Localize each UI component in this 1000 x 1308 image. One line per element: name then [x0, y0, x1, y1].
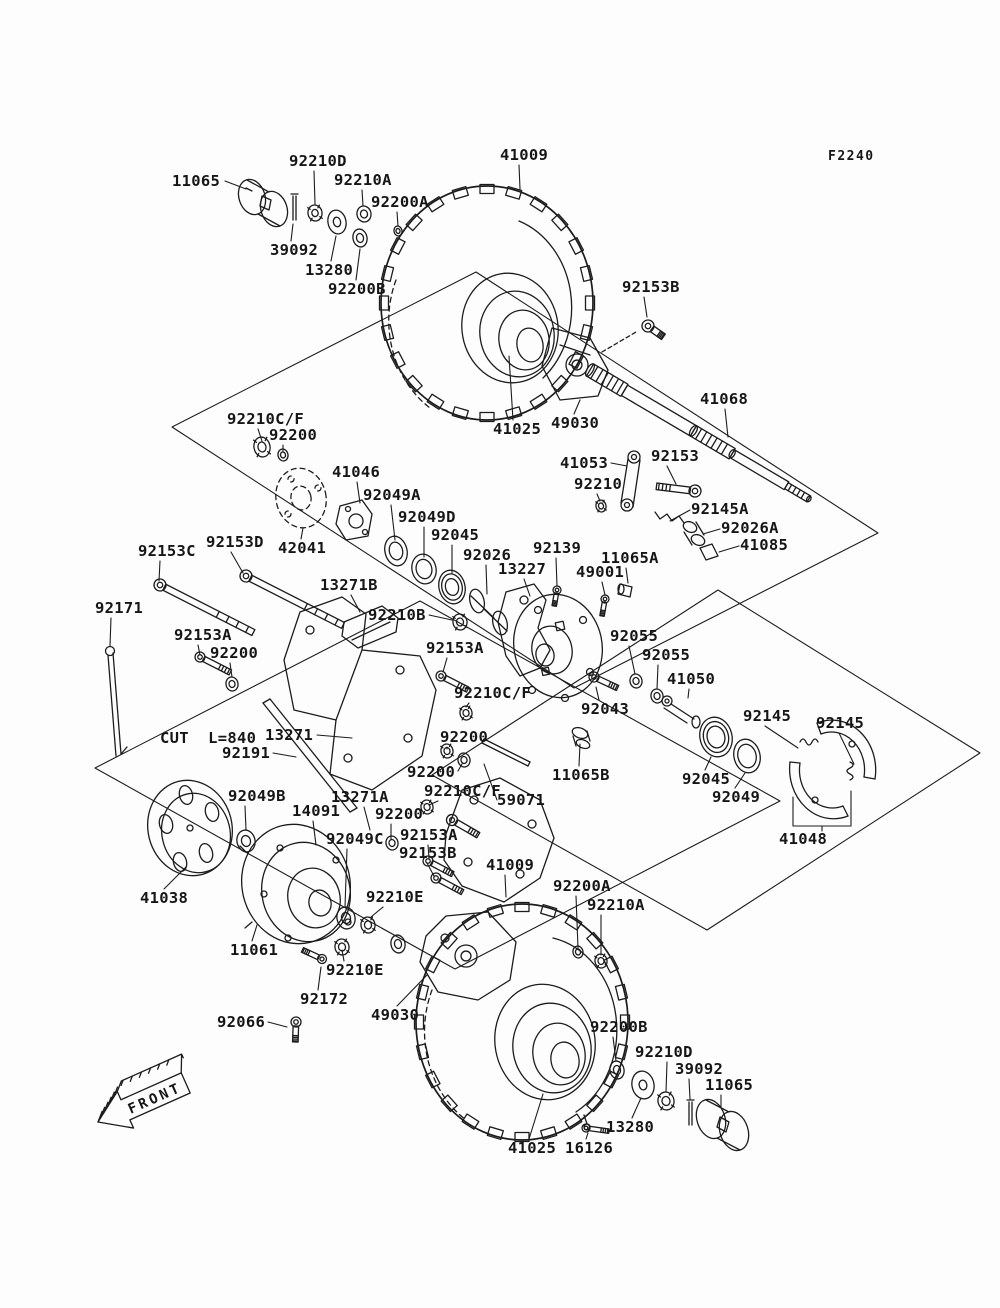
part-label-41038: 41038 [140, 889, 189, 907]
leader-line-92153-a [667, 466, 676, 484]
leader-line-92210d-a [314, 171, 315, 204]
part-label-13280-a: 13280 [305, 261, 354, 279]
leader-line-11065b [579, 744, 580, 766]
part-label-13227: 13227 [498, 560, 547, 578]
leader-line-49030-b [397, 975, 427, 1006]
part-label-92153a-c: 92153A [400, 826, 458, 844]
leader-line-92210e-a [371, 907, 383, 917]
part-label-13271: 13271 [265, 726, 314, 744]
leader-line-92200b-a [356, 249, 360, 280]
leader-line-92145-b [839, 733, 854, 764]
tire-treads [380, 185, 630, 1142]
leader-line-39092-a [291, 224, 293, 241]
front-arrow-label: FRONT [125, 1079, 185, 1118]
leader-line-42041 [301, 528, 303, 539]
leader-line-92153d [231, 552, 243, 573]
part-label-16126: 16126 [565, 1139, 614, 1157]
leader-line-49001 [602, 582, 605, 595]
part-label-92210a-a: 92210A [334, 171, 392, 189]
brake-shoe-assembly [790, 720, 876, 819]
leader-line-13280-a [331, 236, 336, 261]
spring-icon [655, 512, 684, 523]
leader-line-92153a-a [198, 645, 200, 655]
leader-line-13271b [351, 595, 360, 612]
leader-line-92153b-a [644, 297, 647, 317]
part-label-92045-b: 92045 [682, 770, 731, 788]
part-label-59071: 59071 [497, 791, 546, 809]
leader-line-92049a [391, 505, 395, 540]
small-rods [106, 194, 695, 1125]
part-label-cut-note: CUT L=840 [160, 729, 257, 747]
part-label-13271b: 13271B [320, 576, 378, 594]
part-label-92049b: 92049B [228, 787, 286, 805]
part-label-49001: 49001 [576, 563, 625, 581]
part-label-92200a-a: 92200A [371, 193, 429, 211]
leader-line-13227 [524, 579, 530, 596]
part-label-41053: 41053 [560, 454, 609, 472]
leader-line-92200a-a [397, 212, 398, 226]
leader-line-92171 [110, 618, 111, 646]
part-label-92200-a: 92200 [269, 426, 318, 444]
part-label-41025-a: 41025 [493, 420, 542, 438]
leader-line-41009-b [505, 875, 506, 897]
part-label-14091: 14091 [292, 802, 341, 820]
part-label-41009-a: 41009 [500, 146, 549, 164]
leader-line-92210cf-a [258, 429, 262, 441]
part-label-92049a: 92049A [363, 486, 421, 504]
leader-line-92153c [159, 561, 160, 581]
part-label-41085: 41085 [740, 536, 789, 554]
part-label-42041: 42041 [278, 539, 327, 557]
leader-line-41053 [611, 463, 627, 466]
part-label-92145-b: 92145 [816, 714, 865, 732]
leader-line-13280-b [632, 1098, 641, 1118]
part-label-92210a-b: 92210A [587, 896, 645, 914]
leader-line-11065a [626, 568, 628, 583]
part-label-92153c: 92153C [138, 542, 196, 560]
part-label-49030-a: 49030 [551, 414, 600, 432]
part-label-92200-c: 92200 [440, 728, 489, 746]
part-label-92210e-a: 92210E [366, 888, 424, 906]
return-spring-icon [800, 739, 818, 745]
leader-line-41046 [357, 482, 360, 503]
part-label-92210cf-b: 92210C/F [454, 684, 532, 702]
leader-line-39092-b [689, 1079, 690, 1099]
part-label-92200-d: 92200 [407, 763, 456, 781]
leader-line-92026 [486, 565, 487, 594]
leader-line-92045-b [705, 757, 711, 770]
leader-line-92055-b [657, 665, 658, 689]
leader-line-92049c [345, 849, 347, 907]
hub-cap-top [234, 176, 292, 230]
part-label-92171: 92171 [95, 599, 144, 617]
part-label-92153b-b: 92153B [399, 844, 457, 862]
spindle-joint [336, 500, 372, 540]
part-label-41025-b: 41025 [508, 1139, 557, 1157]
part-label-92139: 92139 [533, 539, 582, 557]
part-label-92200b-a: 92200B [328, 280, 386, 298]
part-label-11065a: 11065A [601, 549, 659, 567]
part-label-11065-b: 11065 [705, 1076, 754, 1094]
part-label-39092-a: 39092 [270, 241, 319, 259]
part-label-92191: 92191 [222, 744, 271, 762]
part-label-92200a-b: 92200A [553, 877, 611, 895]
part-label-11065b: 11065B [552, 766, 610, 784]
part-label-92049-a: 92049 [712, 788, 761, 806]
figure-code: F2240 [828, 149, 875, 164]
return-spring-icon [847, 762, 853, 780]
leader-line-92043 [596, 687, 599, 700]
reference-planes [95, 272, 980, 969]
part-label-92055-a: 92055 [610, 627, 659, 645]
leader-line-13271a [364, 807, 370, 830]
part-label-92153a-b: 92153A [426, 639, 484, 657]
leader-line-92172 [318, 967, 321, 990]
part-label-13271a: 13271A [331, 788, 389, 806]
part-label-92043: 92043 [581, 700, 630, 718]
leader-line-41009-a [519, 165, 520, 189]
leader-line-92026a [703, 529, 720, 534]
part-label-41046: 41046 [332, 463, 381, 481]
leader-line-92066 [268, 1022, 287, 1027]
leader-line-11061 [252, 925, 257, 941]
part-label-92172: 92172 [300, 990, 349, 1008]
brake-drum-cover [138, 771, 243, 884]
part-label-92210e-b: 92210E [326, 961, 384, 979]
part-label-92145a: 92145A [691, 500, 749, 518]
part-label-92210cf-a: 92210C/F [227, 410, 305, 428]
leader-line-92210d-b [666, 1062, 667, 1092]
leader-line-92210b [429, 615, 452, 620]
part-label-92210d-b: 92210D [635, 1043, 693, 1061]
leader-line-41048 [793, 791, 851, 826]
part-label-92153-a: 92153 [651, 447, 700, 465]
part-label-92055-b: 92055 [642, 646, 691, 664]
axle-hardware-cluster [655, 512, 718, 560]
part-label-41050: 41050 [667, 670, 716, 688]
leader-line-41085 [719, 546, 739, 552]
part-label-92066: 92066 [217, 1013, 266, 1031]
part-label-92200-e: 92200 [375, 805, 424, 823]
leader-line-92191 [273, 753, 296, 757]
leader-line-49030-a [574, 400, 580, 414]
tie-rod-link [621, 451, 640, 511]
part-label-13280-b: 13280 [606, 1118, 655, 1136]
brake-cam-shaft [662, 696, 700, 728]
part-label-92210b: 92210B [368, 606, 426, 624]
leader-line-92139 [556, 558, 557, 586]
part-label-92200-b: 92200 [210, 644, 259, 662]
spacer-sleeve [467, 588, 509, 637]
part-label-92200b-b: 92200B [590, 1018, 648, 1036]
front-arrow [87, 1054, 202, 1140]
leader-line-41068 [725, 409, 728, 437]
part-label-39092-b: 39092 [675, 1060, 724, 1078]
part-label-41068: 41068 [700, 390, 749, 408]
part-label-92210-a: 92210 [574, 475, 623, 493]
part-label-92049c: 92049C [326, 830, 384, 848]
part-label-92210cf-c: 92210C/F [424, 782, 502, 800]
part-label-41048: 41048 [779, 830, 828, 848]
part-label-92026a: 92026A [721, 519, 779, 537]
part-label-92153b-a: 92153B [622, 278, 680, 296]
part-label-92153a-a: 92153A [174, 626, 232, 644]
part-label-92026: 92026 [463, 546, 512, 564]
part-label-41009-b: 41009 [486, 856, 535, 874]
leader-line-41038 [164, 867, 186, 889]
leader-line-92145a [670, 510, 690, 521]
part-label-92049d: 92049D [398, 508, 456, 526]
leader-line-92153a-b [443, 658, 447, 672]
part-label-92145-a: 92145 [743, 707, 792, 725]
pivot-bracket-left [284, 597, 436, 790]
part-label-92045-a: 92045 [431, 526, 480, 544]
leader-line-14091 [313, 821, 316, 845]
leader-line-92049b [245, 806, 246, 830]
part-label-11065-a: 11065 [172, 172, 221, 190]
backing-plate [270, 463, 331, 532]
part-label-49030-b: 49030 [371, 1006, 420, 1024]
part-label-92153d: 92153D [206, 533, 264, 551]
leader-line-41050 [688, 689, 689, 698]
leader-line-92210a-a [362, 190, 363, 206]
part-label-92210d-a: 92210D [289, 152, 347, 170]
leader-line-92145-a [765, 726, 798, 748]
hub-cap-bottom [692, 1096, 754, 1155]
part-label-11061: 11061 [230, 941, 279, 959]
